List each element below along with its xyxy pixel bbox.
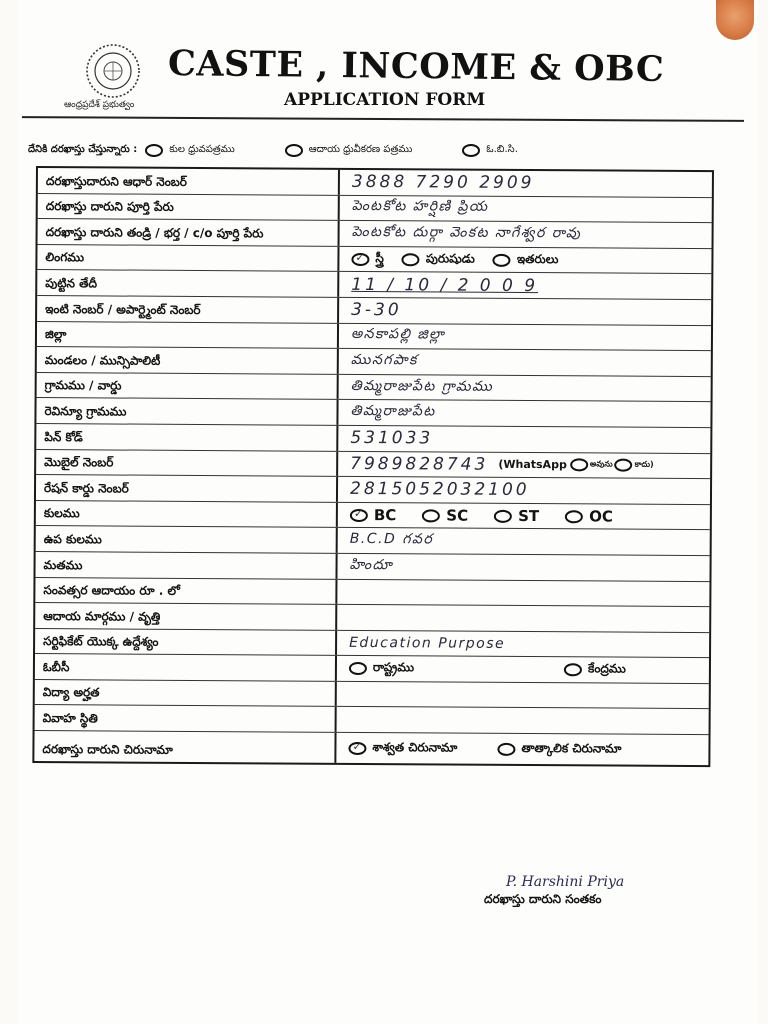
revenue-village-value[interactable]: తిమ్మరాజుపేట [350,403,436,420]
application-purpose [28,140,728,160]
emblem-caption: ఆంధ్రప్రదేశ్ ప్రభుత్వం [64,100,135,110]
marital-status-field[interactable] [337,707,709,734]
aadhaar-label: దరఖాస్తుదారుని ఆధార్ నెంబర్ [38,168,340,194]
marital-status-label: వివాహ స్థితి [35,705,337,731]
mobile-label: మొబైల్ నెంబర్ [36,450,338,476]
radio-circle-icon[interactable] [145,144,163,157]
radio-circle-icon[interactable] [402,253,420,266]
address-label: దరఖాస్తు దారుని చిరునామా [34,731,336,763]
finger-smudge [716,0,754,40]
certificate-purpose-value[interactable]: Education Purpose [349,634,506,652]
purpose-option-income[interactable]: ఆదాయ ధ్రువీకరణ పత్రము [285,143,413,157]
radio-circle-icon[interactable] [497,742,515,755]
radio-circle-icon[interactable] [565,510,583,523]
whatsapp-yes-circle-icon[interactable] [570,459,588,472]
annual-income-field[interactable] [337,579,709,606]
page-title: CASTE , INCOME & OBC [167,42,665,91]
pin-code-label: పిన్ కోడ్ [36,424,338,450]
village-value[interactable]: తిమ్మరాజుపేట గ్రామము [350,377,494,395]
radio-circle-icon[interactable] [285,144,303,157]
caste-label: కులము [36,501,338,527]
gender-option-male[interactable]: పురుషుడు [402,251,475,268]
religion-value[interactable]: హిందూ [349,556,394,573]
education-field[interactable] [337,682,709,709]
gender-label: లింగము [37,245,339,271]
obc-label: ఓబీసీ [35,654,337,680]
mobile-value[interactable]: 7989828743 [350,453,489,475]
ration-card-label: రేషన్ కార్డు నెంబర్ [36,475,338,501]
checked-circle-icon[interactable] [351,253,369,266]
revenue-village-label: రెవిన్యూ గ్రామము [36,398,338,424]
address-option-temporary[interactable]: తాత్కాలిక చిరునామా [497,740,621,758]
district-value[interactable]: అనకాపల్లి జిల్లా [350,326,446,343]
caste-option-oc[interactable]: OC [565,507,613,525]
parent-name-value[interactable]: పెంటకోట దుర్గా వెంకట నాగేశ్వర రావు [351,223,582,242]
dob-value[interactable]: 11 / 10 / 2 0 0 9 [351,274,539,296]
applicant-signature: P. Harshini Priya [506,874,625,890]
village-label: గ్రామము / వార్డు [37,373,339,399]
whatsapp-no-circle-icon[interactable] [615,459,633,472]
pin-code-value[interactable]: 531033 [350,428,434,449]
obc-option-state[interactable]: రాష్ట్రము [349,660,414,677]
caste-option-sc[interactable]: SC [422,506,468,524]
page-subtitle: APPLICATION FORM [284,90,486,110]
radio-circle-icon[interactable] [494,509,512,522]
radio-circle-icon[interactable] [462,144,480,157]
aadhaar-value[interactable]: 3888 7290 2909 [351,172,535,194]
obc-option-central[interactable]: కేంద్రము [564,661,626,678]
subcaste-label: ఉప కులము [36,526,338,552]
dob-label: పుట్టిన తేదీ [37,270,339,296]
checked-circle-icon[interactable] [348,741,366,754]
annual-income-label: సంవత్సర ఆదాయం రూ . లో [35,578,337,604]
mandal-label: మండలం / మున్సిపాలిటీ [37,347,339,373]
whatsapp-choice: (WhatsApp అవును కాదు) [498,458,654,472]
government-emblem-icon [84,42,142,100]
parent-name-label: దరఖాస్తు దారుని తండ్రి / భర్త / c/o పూర్తి పేరు [38,219,340,245]
religion-label: మతము [35,552,337,578]
radio-circle-icon[interactable] [564,663,582,676]
gender-option-female[interactable]: ✓ స్త్రీ [351,251,384,268]
education-label: విద్యా అర్హత [35,680,337,706]
caste-option-st[interactable]: ST [494,507,539,525]
certificate-purpose-label: సర్టిఫికేట్ యొక్క ఉద్దేశ్యం [35,629,337,655]
income-source-field[interactable] [337,605,709,632]
application-form-table [32,166,714,767]
radio-circle-icon[interactable] [422,509,440,522]
subcaste-value[interactable]: B.C.D గవర [349,531,434,548]
purpose-label: దేనికి దరఖాస్తు చేస్తున్నారు : [28,144,138,155]
address-option-permanent[interactable]: ✓ శాశ్వత చిరునామా [348,739,457,757]
gender-option-other[interactable]: ఇతరులు [493,251,559,268]
checked-circle-icon[interactable] [350,508,368,521]
house-number-label: ఇంటి నెంబర్ / అపార్ట్మెంట్ నెంబర్ [37,296,339,322]
purpose-option-caste[interactable]: కుల ధ్రువపత్రము [145,143,235,157]
purpose-option-obc[interactable]: ఓ.బి.సి. [462,143,518,157]
house-number-value[interactable]: 3-30 [351,300,402,321]
income-source-label: ఆదాయ మార్గము / వృత్తి [35,603,337,629]
caste-option-bc[interactable]: ✓ BC [350,506,397,524]
radio-circle-icon[interactable] [349,662,367,675]
applicant-name-value[interactable]: పెంటకోట హర్షిణి ప్రియ [351,198,489,216]
district-label: జిల్లా [37,322,339,348]
radio-circle-icon[interactable] [493,253,511,266]
signature-caption: దరఖాస్తు దారుని సంతకం [484,892,602,906]
applicant-name-label: దరఖాస్తు దారుని పూర్తి పేరు [38,194,340,220]
mandal-value[interactable]: మునగపాక [350,351,418,369]
row-address [34,731,708,765]
ration-card-value[interactable]: 2815052032100 [349,479,530,501]
